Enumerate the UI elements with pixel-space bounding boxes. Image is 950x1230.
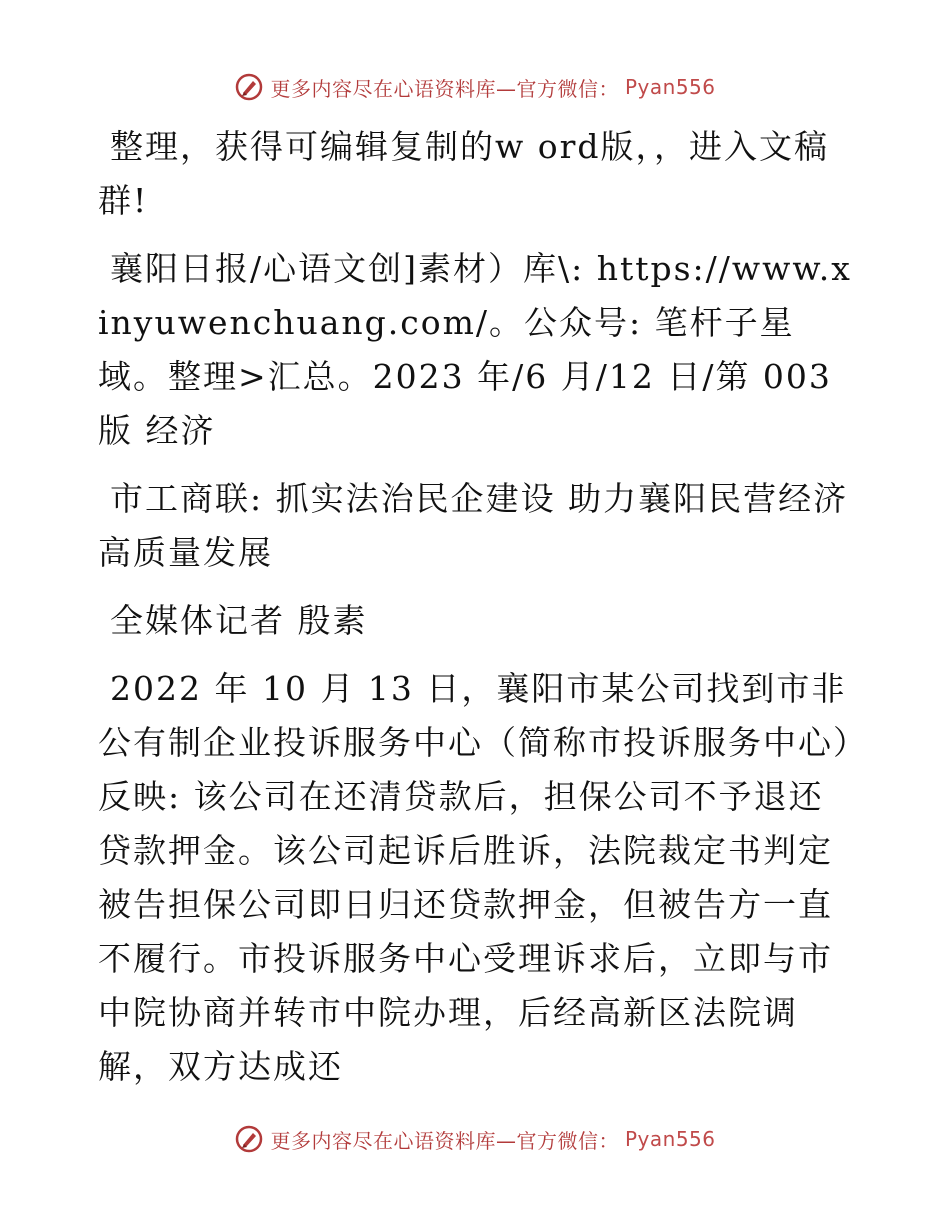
document-body [98,120,858,1108]
watermark-text: 更多内容尽在心语资料库—官方微信： [270,1128,619,1153]
watermark-wechat-id: Pyan556 [624,1127,716,1151]
article-title: 市工商联: 抓实法治民企建设 助力襄阳民营经济高质量发展 [98,479,849,572]
watermark-text: 更多内容尽在心语资料库—官方微信： [270,76,619,101]
article-paragraph: 2022 年 10 月 13 日，襄阳市某公司找到市非公有制企业投诉服务中心（简称市投诉服务中心）反映: 该公司在还清贷款后，担保公司不予退还贷款押金。该公司起诉后胜诉，法院裁定书判定被告担保公司即日归还贷款押金，但被告方一直不履行。市投诉服务中心受理诉求后，立即与市中院协商并转市中院办理，后经高新区法院调解，双方达成还 [98,669,852,1086]
paragraph-source: 襄阳日报/心语文创]素材）库\: https://www.xinyuwenchuang.com/。公众号: 笔杆子星域。整理>汇总。2023 年/6 月/12 日/第 003 版 经济 [98,249,852,450]
pen-logo-icon [234,72,264,102]
paragraph-intro: 整理，获得可编辑复制的w ord版，，进入文稿群! [98,127,830,220]
footer-watermark [0,1124,950,1154]
watermark-wechat-id: Pyan556 [624,75,716,99]
article-byline: 全媒体记者 殷素 [110,601,368,640]
header-watermark [0,72,950,102]
pen-logo-icon [234,1124,264,1154]
